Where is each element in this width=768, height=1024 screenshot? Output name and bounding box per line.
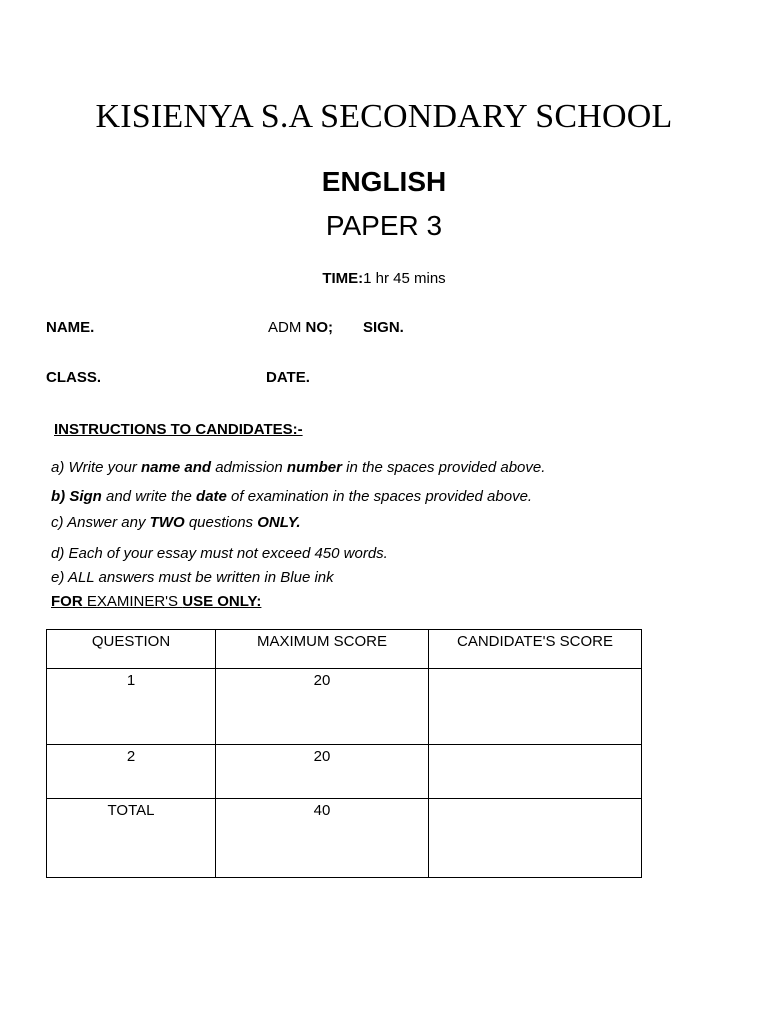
candidate-score-cell[interactable]: [429, 669, 642, 745]
instruction-e: e) ALL answers must be written in Blue ink: [51, 569, 334, 586]
school-name: KISIENYA S.A SECONDARY SCHOOL: [95, 98, 673, 135]
instruction-a: a) Write your name and admission number in the spaces provided above.: [51, 459, 546, 476]
header-question: QUESTION: [47, 630, 216, 669]
candidate-score-cell[interactable]: [429, 745, 642, 799]
table-header-row: [47, 630, 642, 669]
examiner-heading: FOR EXAMINER'S USE ONLY:: [51, 593, 262, 610]
table-row: [47, 745, 642, 799]
instructions-heading: INSTRUCTIONS TO CANDIDATES:-: [54, 421, 303, 438]
max-score-cell: 20: [216, 669, 429, 745]
time-label: TIME:: [322, 270, 364, 287]
adm-no: NO;: [305, 319, 333, 336]
instruction-c: c) Answer any TWO questions ONLY.: [51, 514, 301, 531]
score-table: [46, 629, 642, 878]
table-row: [47, 669, 642, 745]
name-field-label: NAME.: [46, 319, 95, 336]
table-row: [47, 799, 642, 878]
instruction-b: b) Sign and write the date of examination in the spaces provided above.: [51, 488, 533, 505]
max-score-cell: 40: [216, 799, 429, 878]
time-value: 1 hr 45 mins: [363, 270, 446, 287]
header-candidates-score: CANDIDATE'S SCORE: [429, 630, 642, 669]
max-score-cell: 20: [216, 745, 429, 799]
sign-field-label: SIGN.: [363, 319, 404, 336]
subject-title: ENGLISH: [321, 166, 447, 197]
candidate-score-cell[interactable]: [429, 799, 642, 878]
question-cell: 2: [47, 745, 216, 799]
paper-number: PAPER 3: [325, 210, 443, 241]
header-maximum-score: MAXIMUM SCORE: [216, 630, 429, 669]
instruction-d: d) Each of your essay must not exceed 450 words.: [51, 545, 388, 562]
adm-no-field-label: [268, 319, 333, 336]
question-cell: 1: [47, 669, 216, 745]
date-field-label: DATE.: [266, 369, 310, 386]
time-allowed: [0, 270, 768, 287]
question-cell: TOTAL: [47, 799, 216, 878]
adm-prefix: ADM: [268, 319, 306, 336]
class-field-label: CLASS.: [46, 369, 102, 386]
